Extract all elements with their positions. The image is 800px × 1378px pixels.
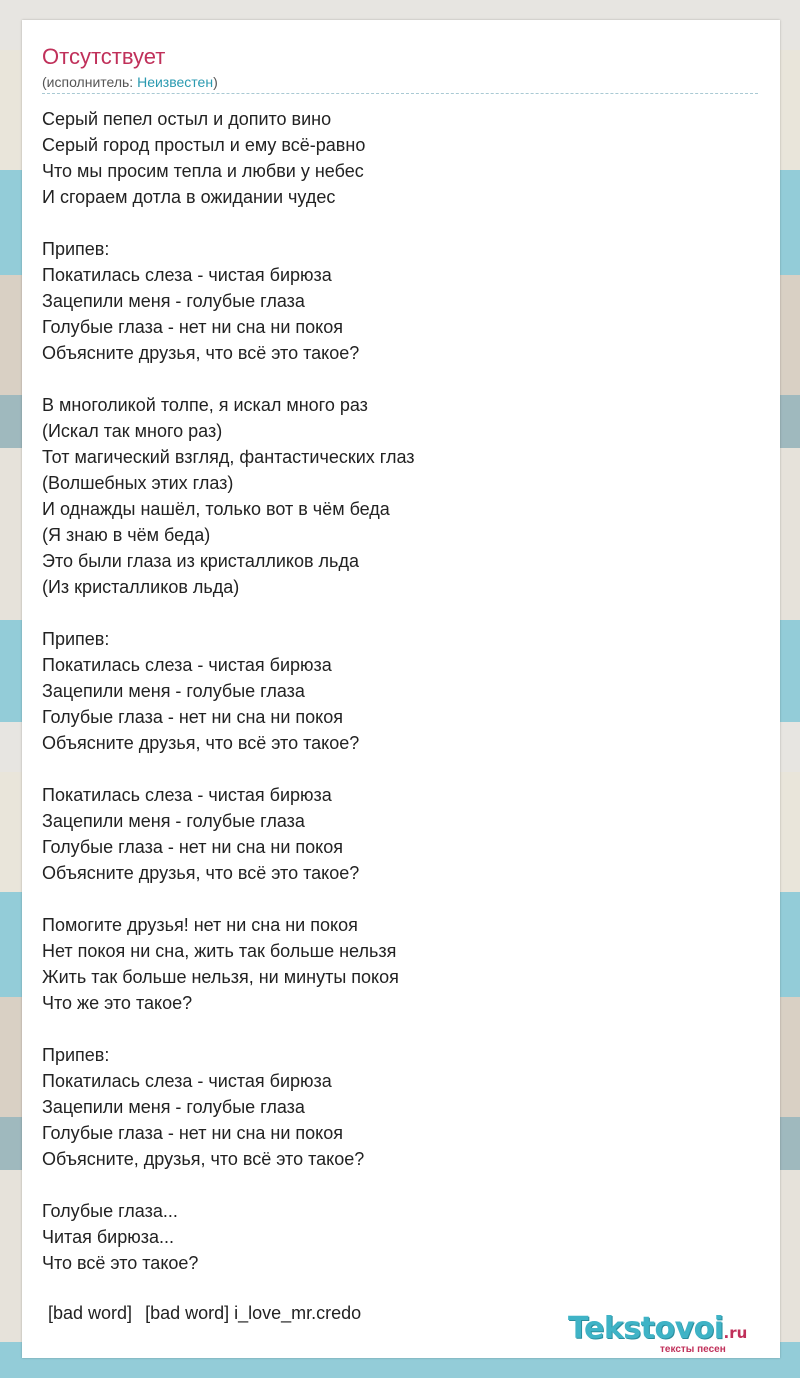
logo-tld: .ru — [723, 1324, 748, 1342]
lyric-line: В многоликой толпе, я искал много раз — [42, 395, 368, 415]
lyric-line: Зацепили меня - голубые глаза — [42, 811, 305, 831]
lyric-line: Жить так больше нельзя, ни минуты покоя — [42, 967, 399, 987]
lyric-line: Объясните друзья, что всё это такое? — [42, 733, 360, 753]
artist-link[interactable]: Неизвестен — [137, 74, 214, 90]
lyric-blank-line — [42, 1016, 758, 1042]
lyric-line: Тот магический взгляд, фантастических глаз — [42, 447, 415, 467]
lyrics-text — [42, 106, 758, 1276]
lyric-line: Покатилась слеза - чистая бирюза — [42, 655, 332, 675]
lyric-line: (Из кристалликов льда) — [42, 577, 240, 597]
tags-line — [48, 1302, 369, 1324]
site-logo[interactable] — [568, 1312, 778, 1362]
lyric-blank-line — [42, 886, 758, 912]
lyric-line: Серый город простыл и ему всё-равно — [42, 135, 366, 155]
lyric-line: И однажды нашёл, только вот в чём беда — [42, 499, 390, 519]
tag-item: [bad word] i_love_mr.credo — [145, 1303, 362, 1323]
lyric-line: И сгораем дотла в ожидании чудес — [42, 187, 336, 207]
lyric-line: Помогите друзья! нет ни сна ни покоя — [42, 915, 358, 935]
lyric-line: Нет покоя ни сна, жить так больше нельзя — [42, 941, 397, 961]
lyric-line: Припев: — [42, 239, 110, 259]
lyric-line: Голубые глаза - нет ни сна ни покоя — [42, 837, 343, 857]
lyric-line: Припев: — [42, 1045, 110, 1065]
artist-prefix: (исполнитель: — [42, 74, 138, 90]
lyric-blank-line — [42, 756, 758, 782]
lyric-line: Объясните друзья, что всё это такое? — [42, 863, 360, 883]
lyric-line: Покатилась слеза - чистая бирюза — [42, 785, 332, 805]
lyric-line: (Искал так много раз) — [42, 421, 223, 441]
tag-item: [bad word] — [48, 1303, 133, 1323]
lyric-line: Голубые глаза - нет ни сна ни покоя — [42, 707, 343, 727]
lyric-line: Припев: — [42, 629, 110, 649]
lyric-line: Голубые глаза... — [42, 1201, 178, 1221]
lyric-line: Объясните, друзья, что всё это такое? — [42, 1149, 365, 1169]
lyric-line: Что всё это такое? — [42, 1253, 199, 1273]
lyric-line: Объясните друзья, что всё это такое? — [42, 343, 360, 363]
lyric-line: (Я знаю в чём беда) — [42, 525, 211, 545]
lyric-blank-line — [42, 366, 758, 392]
lyric-line: Голубые глаза - нет ни сна ни покоя — [42, 317, 343, 337]
lyric-blank-line — [42, 600, 758, 626]
logo-main-text: Tekstovoi — [568, 1311, 724, 1346]
lyric-line: Зацепили меня - голубые глаза — [42, 1097, 305, 1117]
lyrics-card — [22, 20, 780, 1358]
lyric-line: Зацепили меня - голубые глаза — [42, 681, 305, 701]
logo-subtitle: тексты песен — [660, 1344, 726, 1355]
lyric-line: Голубые глаза - нет ни сна ни покоя — [42, 1123, 343, 1143]
lyric-line: Что же это такое? — [42, 993, 193, 1013]
artist-line — [42, 73, 218, 91]
lyric-line: Зацепили меня - голубые глаза — [42, 291, 305, 311]
lyric-line: (Волшебных этих глаз) — [42, 473, 234, 493]
lyric-line: Что мы просим тепла и любви у небес — [42, 161, 364, 181]
lyric-line: Покатилась слеза - чистая бирюза — [42, 265, 332, 285]
artist-suffix: ) — [213, 74, 218, 90]
lyric-line: Серый пепел остыл и допито вино — [42, 109, 332, 129]
lyric-blank-line — [42, 210, 758, 236]
lyric-line: Покатилась слеза - чистая бирюза — [42, 1071, 332, 1091]
song-title: Отсутствует — [42, 44, 166, 69]
lyric-line: Читая бирюза... — [42, 1227, 174, 1247]
divider — [42, 93, 758, 94]
lyric-blank-line — [42, 1172, 758, 1198]
lyric-line: Это были глаза из кристалликов льда — [42, 551, 359, 571]
